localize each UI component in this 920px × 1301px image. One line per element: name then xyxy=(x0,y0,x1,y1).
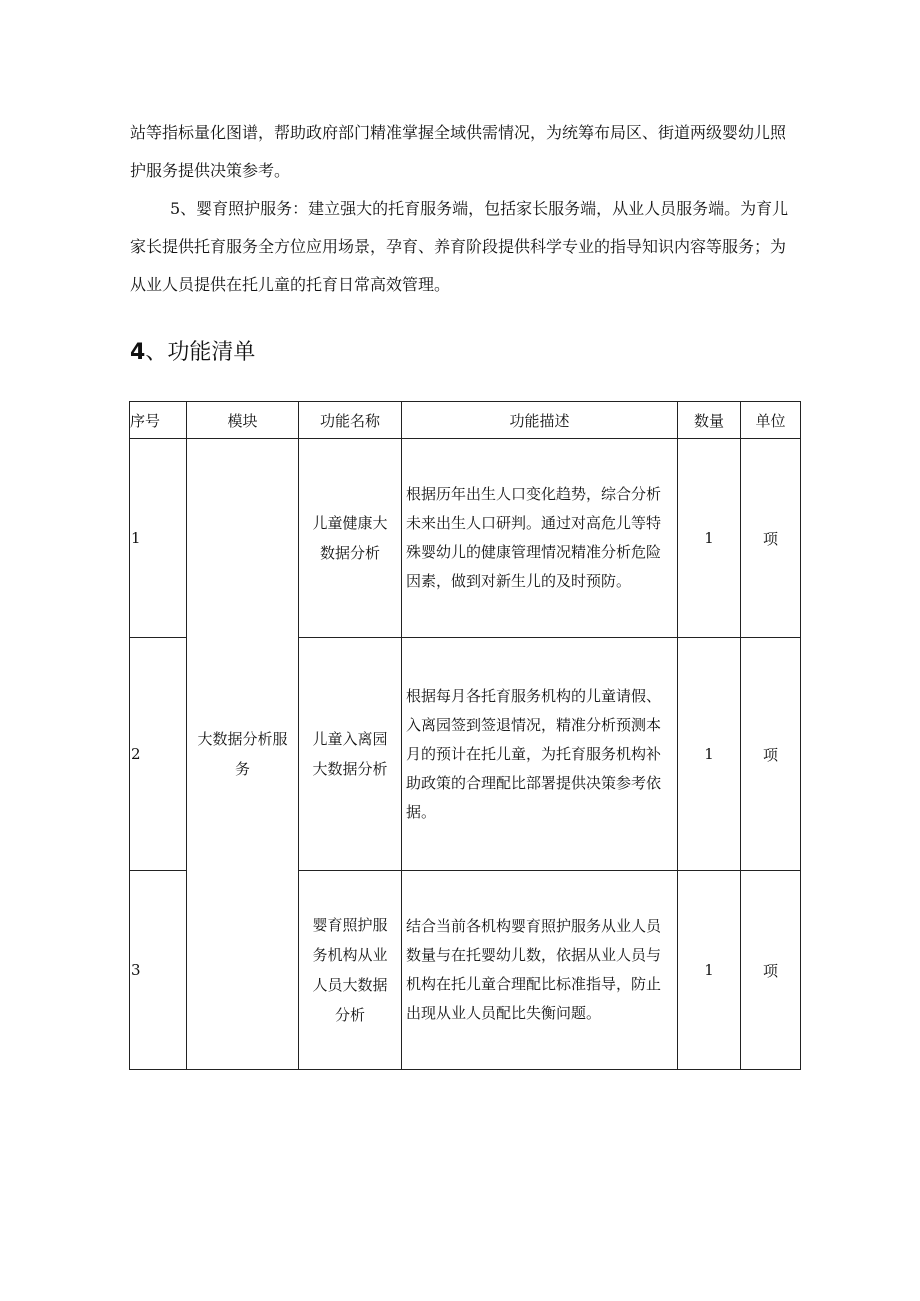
row-unit: 项 xyxy=(741,439,801,638)
function-list-table xyxy=(129,401,801,1070)
header-unit: 单位 xyxy=(741,402,801,439)
paragraph-childcare-service: 5、婴育照护服务：建立强大的托育服务端，包括家长服务端，从业人员服务端。为育儿家长提供托育服务全方位应用场景，孕育、养育阶段提供科学专业的指导知识内容等服务；为从业人员提供在托儿童的托育日常高效管理。 xyxy=(130,199,789,294)
module-cell: 大数据分析服务 xyxy=(187,439,299,1070)
section-title: 、功能清单 xyxy=(145,340,256,365)
row-seq: 3 xyxy=(130,871,187,1070)
section-number: 4 xyxy=(130,340,146,365)
row-unit: 项 xyxy=(741,638,801,871)
section-heading xyxy=(130,335,255,366)
function-name: 婴育照护服务机构从业人员大数据分析 xyxy=(299,871,402,1070)
row-quantity: 1 xyxy=(678,871,741,1070)
function-desc: 根据历年出生人口变化趋势，综合分析未来出生人口研判。通过对高危儿等特殊婴幼儿的健康管理情况精准分析危险因素，做到对新生儿的及时预防。 xyxy=(402,439,678,638)
function-desc: 根据每月各托育服务机构的儿童请假、入离园签到签退情况，精准分析预测本月的预计在托儿童，为托育服务机构补助政策的合理配比部署提供决策参考依据。 xyxy=(402,638,678,871)
row-unit: 项 xyxy=(741,871,801,1070)
row-seq: 1 xyxy=(130,439,187,638)
header-seq: 序号 xyxy=(130,402,187,439)
header-function-desc: 功能描述 xyxy=(402,402,678,439)
header-module: 模块 xyxy=(187,402,299,439)
function-desc: 结合当前各机构婴育照护服务从业人员数量与在托婴幼儿数，依据从业人员与机构在托儿童合理配比标准指导，防止出现从业人员配比失衡问题。 xyxy=(402,871,678,1070)
function-name: 儿童入离园大数据分析 xyxy=(299,638,402,871)
paragraph-supply-demand: 站等指标量化图谱，帮助政府部门精准掌握全域供需情况，为统筹布局区、街道两级婴幼儿照护服务提供决策参考。 xyxy=(130,123,787,180)
table-row xyxy=(130,439,801,638)
row-seq: 2 xyxy=(130,638,187,871)
header-quantity: 数量 xyxy=(678,402,741,439)
header-function-name: 功能名称 xyxy=(299,402,402,439)
row-quantity: 1 xyxy=(678,439,741,638)
table-header-row xyxy=(130,402,801,439)
function-name: 儿童健康大数据分析 xyxy=(299,439,402,638)
row-quantity: 1 xyxy=(678,638,741,871)
